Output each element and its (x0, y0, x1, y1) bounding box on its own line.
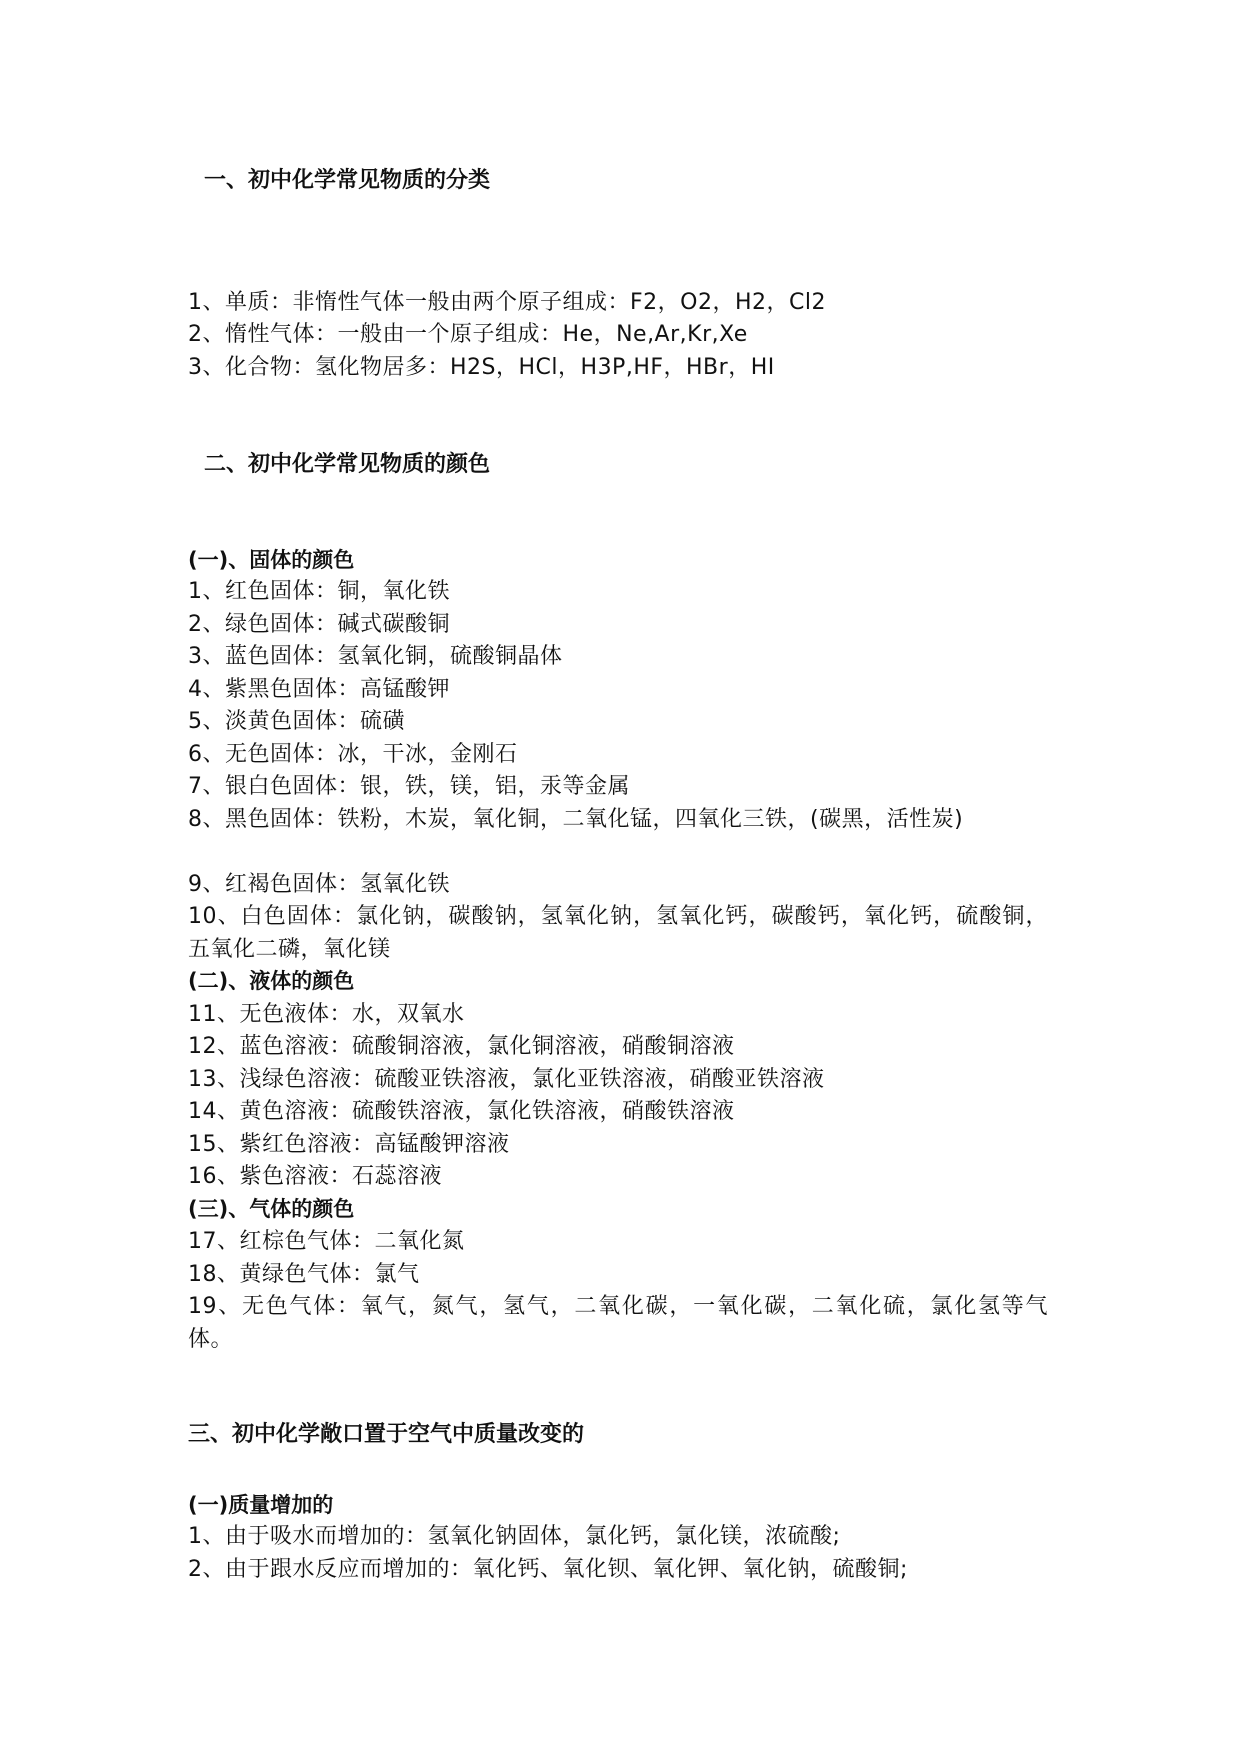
list-item: 2、绿色固体：碱式碳酸铜 (188, 612, 450, 637)
list-item: 2、惰性气体：一般由一个原子组成：He，Ne,Ar,Kr,Xe (188, 322, 748, 347)
list-item: 2、由于跟水反应而增加的：氧化钙、氧化钡、氧化钾、氧化钠，硫酸铜; (188, 1557, 908, 1582)
gas-color-subheading: (三)、气体的颜色 (188, 1197, 355, 1221)
list-item: 14、黄色溶液：硫酸铁溶液，氯化铁溶液，硝酸铁溶液 (188, 1099, 735, 1124)
list-item: 12、蓝色溶液：硫酸铜溶液，氯化铜溶液，硝酸铜溶液 (188, 1034, 735, 1059)
solid-color-subheading: (一)、固体的颜色 (188, 548, 355, 572)
list-item: 1、红色固体：铜，氧化铁 (188, 579, 450, 604)
list-item: 7、银白色固体：银，铁，镁，铝，汞等金属 (188, 774, 630, 799)
list-item: 10、白色固体：氯化钠，碳酸钠，氢氧化钠，氢氧化钙，碳酸钙，氧化钙，硫酸铜，五氧化二磷，氧化镁 (188, 904, 1048, 962)
list-item: 19、无色气体：氧气，氮气，氢气，二氧化碳，一氧化碳，二氧化硫，氯化氢等气体。 (188, 1294, 1048, 1352)
list-item: 8、黑色固体：铁粉，木炭，氧化铜，二氧化锰，四氧化三铁，(碳黑，活性炭) (188, 807, 964, 832)
list-item: 17、红棕色气体：二氧化氮 (188, 1229, 465, 1254)
list-item: 11、无色液体：水，双氧水 (188, 1002, 465, 1027)
list-item: 18、黄绿色气体：氯气 (188, 1262, 420, 1287)
section-1-heading: 一、初中化学常见物质的分类 (204, 168, 491, 193)
mass-increase-subheading: (一)质量增加的 (188, 1493, 334, 1517)
list-item: 9、红褐色固体：氢氧化铁 (188, 872, 450, 897)
list-item: 3、化合物：氢化物居多：H2S，HCl，H3P,HF，HBr，HI (188, 355, 775, 380)
list-item: 16、紫色溶液：石蕊溶液 (188, 1164, 442, 1189)
list-item: 13、浅绿色溶液：硫酸亚铁溶液，氯化亚铁溶液，硝酸亚铁溶液 (188, 1067, 825, 1092)
list-item: 6、无色固体：冰，干冰，金刚石 (188, 742, 518, 767)
list-item: 4、紫黑色固体：高锰酸钾 (188, 677, 450, 702)
list-item: 1、由于吸水而增加的：氢氧化钠固体，氯化钙，氯化镁，浓硫酸; (188, 1524, 841, 1549)
section-3-heading: 三、初中化学敞口置于空气中质量改变的 (188, 1422, 585, 1447)
list-item: 3、蓝色固体：氢氧化铜，硫酸铜晶体 (188, 644, 563, 669)
section-2-heading: 二、初中化学常见物质的颜色 (204, 452, 491, 477)
list-item: 1、单质：非惰性气体一般由两个原子组成：F2，O2，H2，Cl2 (188, 290, 826, 315)
liquid-color-subheading: (二)、液体的颜色 (188, 969, 355, 993)
list-item: 15、紫红色溶液：高锰酸钾溶液 (188, 1132, 510, 1157)
list-item: 5、淡黄色固体：硫磺 (188, 709, 405, 734)
